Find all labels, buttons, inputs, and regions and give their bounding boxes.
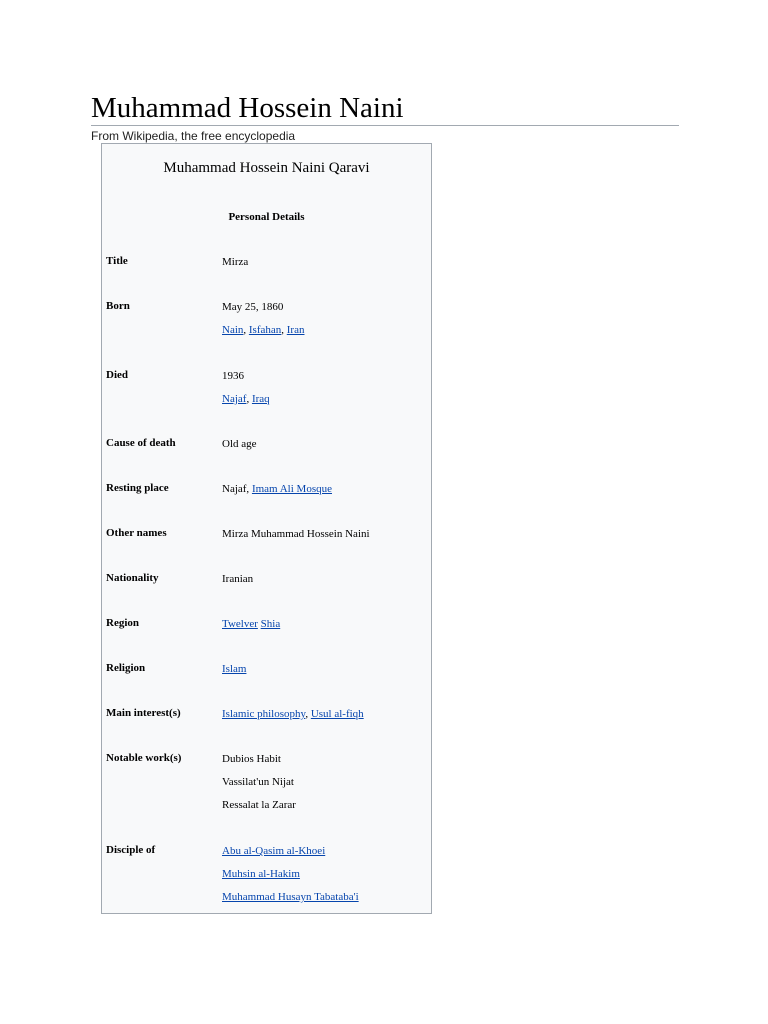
- link-twelver[interactable]: Twelver: [222, 618, 258, 630]
- infobox-label-region: Region: [106, 617, 139, 629]
- link-najaf[interactable]: Najaf: [222, 393, 247, 405]
- infobox-label-died: Died: [106, 369, 128, 381]
- link-shia[interactable]: Shia: [260, 618, 281, 630]
- infobox-label-nationality: Nationality: [106, 572, 159, 584]
- title-divider: [91, 125, 679, 126]
- link-islam[interactable]: Islam: [222, 663, 247, 675]
- infobox-value-religion: [222, 662, 427, 685]
- infobox-label-main-interest-s: Main interest(s): [106, 707, 181, 719]
- infobox-value-disciple-of: [222, 844, 427, 913]
- link-iran[interactable]: Iran: [286, 324, 305, 336]
- value-line: Mirza: [222, 256, 249, 268]
- link-isfahan[interactable]: Isfahan: [248, 324, 282, 336]
- tagline: From Wikipedia, the free encyclopedia: [91, 129, 296, 143]
- value-line: Ressalat la Zarar: [222, 799, 296, 811]
- link-imam-ali-mosque[interactable]: Imam Ali Mosque: [251, 483, 332, 495]
- link-iraq[interactable]: Iraq: [251, 393, 270, 405]
- value-line: Vassilat'un Nijat: [222, 776, 294, 788]
- value-line: [222, 890, 427, 913]
- link-abu-al-qasim-al-khoei[interactable]: Abu al-Qasim al-Khoei: [222, 845, 326, 857]
- infobox-value-main-interest-s: [222, 707, 427, 730]
- link-usul-al-fiqh[interactable]: Usul al-fiqh: [310, 708, 364, 720]
- infobox-label-born: Born: [106, 300, 130, 312]
- infobox-title: Muhammad Hossein Naini Qaravi: [163, 160, 370, 176]
- value-line: [222, 844, 427, 867]
- infobox-value-died: [222, 369, 427, 415]
- link-islamic-philosophy[interactable]: Islamic philosophy: [222, 708, 306, 720]
- link-muhsin-al-hakim[interactable]: Muhsin al-Hakim: [222, 868, 300, 880]
- value-line: Nain, Isfahan, Iran: [222, 324, 305, 336]
- link-muhammad-husayn-tabataba-i[interactable]: Muhammad Husayn Tabataba'i: [222, 891, 359, 903]
- infobox-value-cause-of-death: [222, 437, 427, 460]
- link-nain[interactable]: Nain: [222, 324, 244, 336]
- value-line: Najaf, Imam Ali Mosque: [222, 483, 332, 495]
- infobox-value-nationality: [222, 572, 427, 595]
- value-line: [222, 867, 427, 890]
- infobox-value-born: [222, 300, 427, 346]
- infobox-value-other-names: [222, 527, 427, 550]
- value-line: Islamic philosophy, Usul al-fiqh: [222, 708, 364, 720]
- value-line: Iranian: [222, 573, 254, 585]
- infobox-label-notable-work-s: Notable work(s): [106, 752, 182, 764]
- value-line: Mirza Muhammad Hossein Naini: [222, 528, 370, 540]
- value-line: 1936: [222, 370, 244, 382]
- section-header-personal-details: Personal Details: [228, 211, 305, 223]
- infobox-label-cause-of-death: Cause of death: [106, 437, 176, 449]
- infobox-value-region: [222, 617, 427, 640]
- value-line: Najaf, Iraq: [222, 393, 270, 405]
- infobox-label-other-names: Other names: [106, 527, 167, 539]
- value-line: [222, 617, 427, 640]
- infobox-value-title: [222, 255, 427, 278]
- value-line: [222, 662, 427, 685]
- infobox: [101, 143, 432, 914]
- infobox-value-notable-work-s: [222, 752, 427, 821]
- infobox-value-resting-place: [222, 482, 427, 505]
- infobox-label-resting-place: Resting place: [106, 482, 169, 494]
- page-title: Muhammad Hossein Naini: [91, 92, 404, 124]
- infobox-label-title: Title: [106, 255, 128, 267]
- value-line: Dubios Habit: [222, 753, 281, 765]
- infobox-label-religion: Religion: [106, 662, 146, 674]
- value-line: Old age: [222, 438, 257, 450]
- value-line: May 25, 1860: [222, 301, 284, 313]
- infobox-label-disciple-of: Disciple of: [106, 844, 156, 856]
